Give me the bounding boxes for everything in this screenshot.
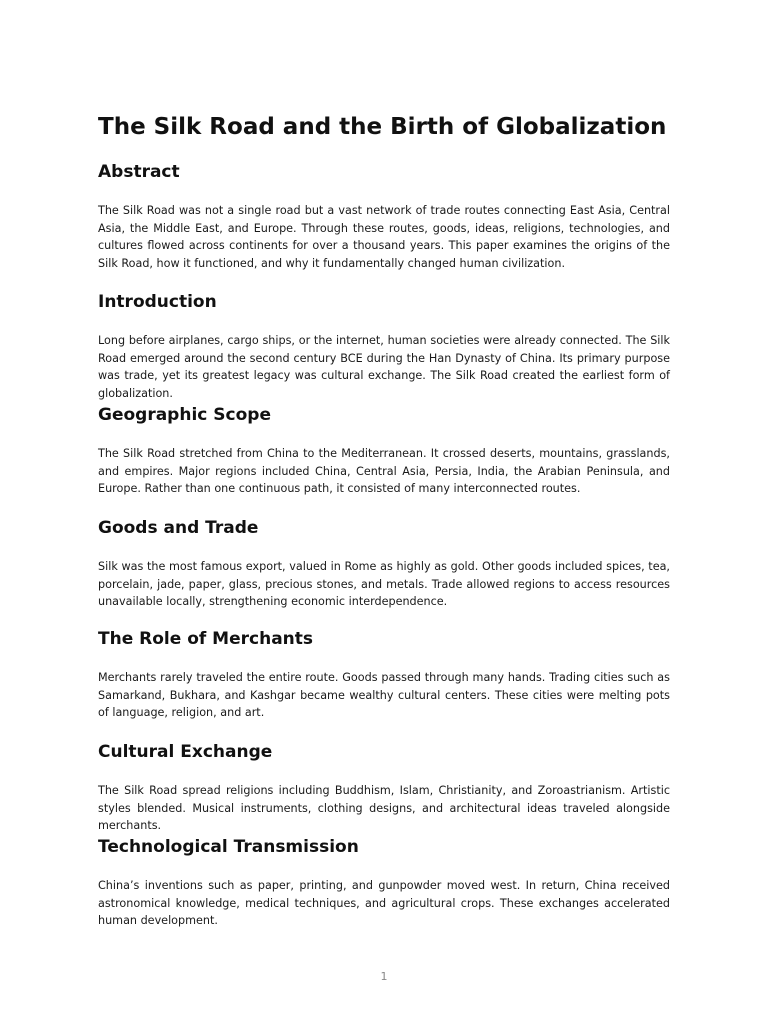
section-body: The Silk Road stretched from China to the Mediterranean. It crossed deserts, mountains, grasslands, and empires. Major regions included China, Central Asia, Persia, India, the Arabian Peninsula, and Europe. Rather than one continuous path, it consisted of many interconnected routes. (98, 447, 670, 496)
section-heading: The Role of Merchants (98, 629, 314, 649)
section-heading: Cultural Exchange (98, 742, 273, 762)
section-cultural-exchange (98, 740, 670, 835)
document-title: The Silk Road and the Birth of Globalization (98, 114, 667, 140)
section-heading: Goods and Trade (98, 518, 259, 538)
section-body: Long before airplanes, cargo ships, or the internet, human societies were already connected. The Silk Road emerged around the second century BCE during the Han Dynasty of China. Its primary purpose was trade, yet its greatest legacy was cultural exchange. The Silk Road created the earliest form of globalization. (98, 334, 670, 401)
page-number: 1 (380, 970, 388, 983)
section-body: The Silk Road was not a single road but a vast network of trade routes connecting East Asia, Central Asia, the Middle East, and Europe. Through these routes, goods, ideas, religions, technologies, and cultures flowed across continents for over a thousand years. This paper examines the origins of the Silk Road, how it functioned, and why it fundamentally changed human civilization. (98, 204, 670, 271)
section-heading: Abstract (98, 162, 180, 182)
section-heading: Introduction (98, 292, 217, 312)
section-role-of-merchants (98, 627, 670, 722)
section-abstract (98, 160, 670, 273)
section-goods-and-trade (98, 516, 670, 611)
section-body: Merchants rarely traveled the entire route. Goods passed through many hands. Trading cities such as Samarkand, Bukhara, and Kashgar became wealthy cultural centers. These cities were melting pots of language, religion, and art. (98, 671, 670, 720)
section-technological-transmission (98, 835, 670, 930)
section-heading: Technological Transmission (98, 837, 359, 857)
section-body: Silk was the most famous export, valued in Rome as highly as gold. Other goods included spices, tea, porcelain, jade, paper, glass, precious stones, and metals. Trade allowed regions to access resources unavailable locally, strengthening economic interdependence. (98, 560, 670, 609)
section-heading: Geographic Scope (98, 405, 271, 425)
section-body: China’s inventions such as paper, printing, and gunpowder moved west. In return, China received astronomical knowledge, medical techniques, and agricultural crops. These exchanges accelerated human development. (98, 879, 670, 928)
section-introduction (98, 290, 670, 403)
section-body: The Silk Road spread religions including Buddhism, Islam, Christianity, and Zoroastrianism. Artistic styles blended. Musical instruments, clothing designs, and architectural ideas traveled alongside merchants. (98, 784, 670, 833)
section-geographic-scope (98, 403, 670, 498)
